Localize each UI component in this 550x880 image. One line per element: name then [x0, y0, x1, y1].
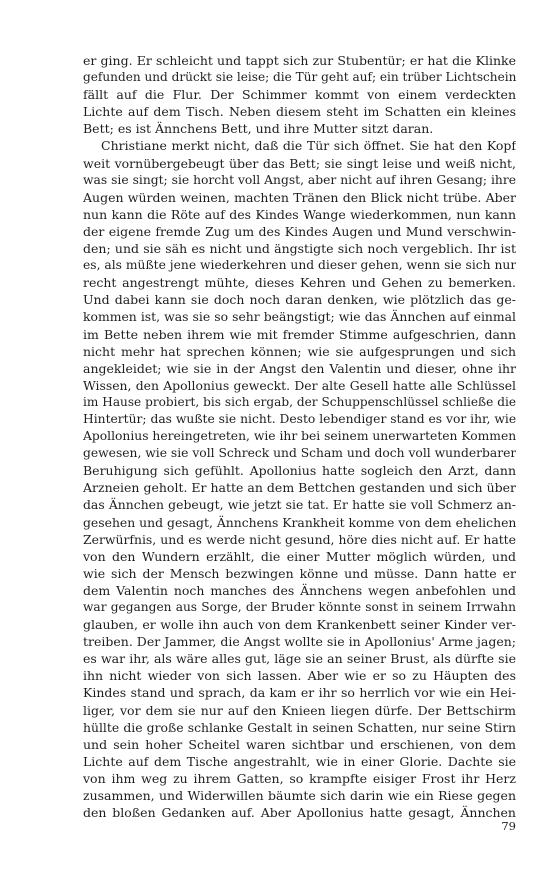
text-line: von ihm weg zu ihrem Gatten, so krampfte eisiger Frost ihr Herz: [83, 770, 516, 786]
text-line: fällt auf die Flur. Der Schimmer kommt von einem verdeckten: [83, 87, 516, 103]
text-line: gesehen und gesagt, Ännchens Krankheit komme von dem ehelichen: [83, 514, 516, 530]
text-line: hüllte die große schlanke Gestalt in seinen Schatten, nur seine Stirn: [83, 719, 516, 735]
text-line: und sein hoher Scheitel waren sichtbar und erschienen, von dem: [83, 736, 516, 752]
text-line: wie sich der Mensch bezwingen könne und müsse. Dann hatte er: [83, 565, 516, 581]
text-line: weit vornübergebeugt über das Bett; sie singt leise und weiß nicht,: [83, 155, 516, 171]
text-line: Und dabei kann sie doch noch daran denken, wie plötzlich das ge-: [83, 292, 516, 308]
text-line: Zerwürfnis, und es werde nicht gesund, höre dies nicht auf. Er hatte: [83, 531, 516, 547]
text-line: im Hause probiert, bis sich ergab, der Schuppenschlüssel schließe die: [83, 394, 516, 409]
text-line: kommen ist, was sie so sehr beängstigt; wie das Ännchen auf einmal: [83, 309, 516, 325]
text-line: Hintertür; das wußte sie nicht. Desto lebendiger stand es vor ihr, wie: [83, 411, 516, 426]
paragraph-2: [83, 137, 516, 821]
text-line: es, als müßte jene wiederkehren und dieser gehen, wenn sie sich nur: [83, 258, 516, 273]
text-line: Arzneien geholt. Er hatte an dem Bettchen gestanden und sich über: [83, 480, 516, 496]
text-line: es war ihr, als wäre alles gut, läge sie an seiner Brust, als dürfte sie: [83, 651, 516, 667]
text-line: Apollonius hereingetreten, wie ihr bei seinem unerwarteten Kommen: [83, 429, 516, 444]
text-line: der eigene fremde Zug um des Kindes Augen und Mund verschwin-: [83, 223, 516, 239]
text-line: Lichte auf dem Tisch. Neben diesem steht im Schatten ein kleines: [83, 104, 516, 120]
text-line: glauben, er wolle ihn auch von dem Krankenbett seiner Kinder ver-: [83, 617, 516, 633]
text-line: den; und sie säh es nicht und ängstigte sich noch vergeblich. Ihr ist: [83, 241, 516, 257]
text-line: angekleidet; wie sie in der Angst den Valentin und dieser, ohne ihr: [83, 360, 516, 376]
text-line: treiben. Der Jammer, die Angst wollte sie in Apollonius' Arme jagen;: [83, 634, 516, 650]
text-line: war gegangen aus Sorge, der Bruder könnte sonst in seinem Irrwahn: [83, 600, 516, 614]
text-line: Beruhigung sich gefühlt. Apollonius hatte sogleich den Arzt, dann: [83, 463, 516, 479]
text-line: nicht mehr hat sprechen können; wie sie aufgesprungen und sich: [83, 343, 516, 359]
text-line: gewesen, wie sie voll Schreck und Scham und doch voll wunderbarer: [83, 446, 516, 461]
text-line: nun kann die Röte auf des Kindes Wange wiederkommen, nun kann: [83, 206, 516, 222]
text-line: was sie singt; sie horcht voll Angst, aber nicht auf ihren Gesang; ihre: [83, 172, 516, 187]
text-line: zusammen, und Widerwillen bäumte sich darin wie ein Riese gegen: [83, 788, 516, 804]
text-line: gefunden und drückt sie leise; die Tür geht auf; ein trüber Lichtschein: [83, 70, 516, 85]
text-line: dem Valentin noch manches des Ännchens wegen anbefohlen und: [83, 582, 516, 598]
text-line: liger, vor dem sie nur auf den Knieen liegen dürfe. Der Bettschirm: [83, 702, 516, 718]
text-line: Bett; es ist Ännchens Bett, und ihre Mutter sitzt daran.: [83, 121, 434, 137]
text-line: Kindes stand und sprach, da kam er ihr so herrlich vor wie ein Hei-: [83, 685, 516, 701]
text-line: Lichte auf dem Tische angestrahlt, wie in einer Glorie. Dachte sie: [83, 753, 516, 769]
text-line: im Bette neben ihrem wie mit fremder Stimme aufgeschrien, dann: [83, 326, 516, 342]
text-line: recht angestrengt mühte, dieses Kehren und Gehen zu bemerken.: [83, 275, 516, 291]
text-line: das Ännchen gebeugt, wie jetzt sie tat. Er hatte sie voll Schmerz an-: [83, 497, 516, 513]
text-line: von den Wundern erzählt, die einer Mutter möglich würden, und: [83, 548, 516, 564]
paragraph-1: [83, 52, 516, 137]
text-line: Augen würden weinen, machten Tränen den Blick nicht trübe. Aber: [83, 189, 516, 205]
text-line: ihn nicht wieder von sich lassen. Aber wie er so zu Häupten des: [83, 668, 516, 684]
text-line: Christiane merkt nicht, daß die Tür sich öffnet. Sie hat den Kopf: [101, 138, 516, 154]
text-line: den bloßen Gedanken auf. Aber Apollonius hatte gesagt, Ännchen: [83, 805, 516, 821]
page-number: 79: [501, 819, 516, 833]
text-line: er ging. Er schleicht und tappt sich zur Stubentür; er hat die Klinke: [83, 53, 516, 68]
text-line: Wissen, den Apollonius geweckt. Der alte Gesell hatte alle Schlüssel: [83, 377, 516, 393]
body-text: [83, 52, 516, 821]
